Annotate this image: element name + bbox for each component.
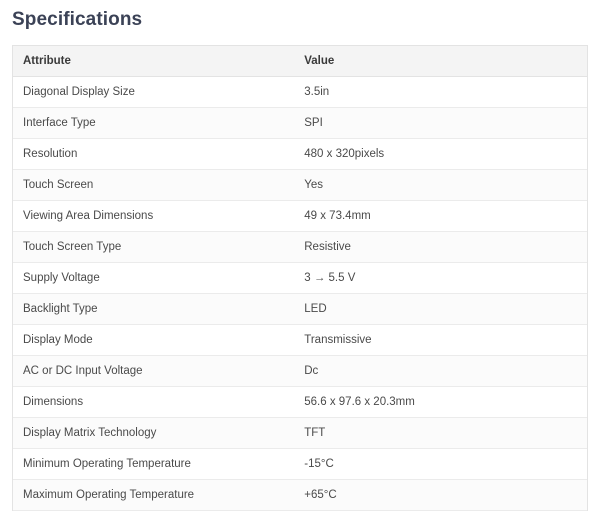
table-row [13,356,587,387]
cell-attribute: AC or DC Input Voltage [13,356,294,387]
table-row [13,139,587,170]
table-row [13,201,587,232]
cell-attribute: Interface Type [13,108,294,139]
table-row [13,77,587,108]
cell-value: 56.6 x 97.6 x 20.3mm [294,387,587,418]
cell-value: Transmissive [294,325,587,356]
column-header-value: Value [294,46,587,77]
table-row [13,418,587,449]
specifications-table-container [12,45,588,511]
cell-attribute: Minimum Operating Temperature [13,449,294,480]
cell-attribute: Diagonal Display Size [13,77,294,108]
table-row [13,325,587,356]
cell-value: +65°C [294,480,587,511]
cell-value: 3 → 5.5 V [294,263,587,294]
cell-value: 3.5in [294,77,587,108]
table-row [13,294,587,325]
table-head [13,46,587,77]
cell-value: -15°C [294,449,587,480]
table-body [13,77,587,511]
cell-value: 49 x 73.4mm [294,201,587,232]
specifications-table [13,46,587,511]
cell-value: Dc [294,356,587,387]
cell-attribute: Display Mode [13,325,294,356]
cell-attribute: Display Matrix Technology [13,418,294,449]
table-row [13,387,587,418]
cell-value: TFT [294,418,587,449]
column-header-attribute: Attribute [13,46,294,77]
cell-value: Yes [294,170,587,201]
table-row [13,480,587,511]
table-row [13,263,587,294]
cell-value: SPI [294,108,587,139]
cell-value: 480 x 320pixels [294,139,587,170]
table-row [13,170,587,201]
cell-value: LED [294,294,587,325]
table-row [13,449,587,480]
cell-attribute: Touch Screen [13,170,294,201]
cell-value: Resistive [294,232,587,263]
cell-attribute: Supply Voltage [13,263,294,294]
cell-attribute: Dimensions [13,387,294,418]
table-header-row [13,46,587,77]
cell-attribute: Touch Screen Type [13,232,294,263]
cell-attribute: Backlight Type [13,294,294,325]
cell-attribute: Viewing Area Dimensions [13,201,294,232]
cell-attribute: Resolution [13,139,294,170]
cell-attribute: Maximum Operating Temperature [13,480,294,511]
table-row [13,108,587,139]
page-title: Specifications [12,9,143,30]
table-row [13,232,587,263]
